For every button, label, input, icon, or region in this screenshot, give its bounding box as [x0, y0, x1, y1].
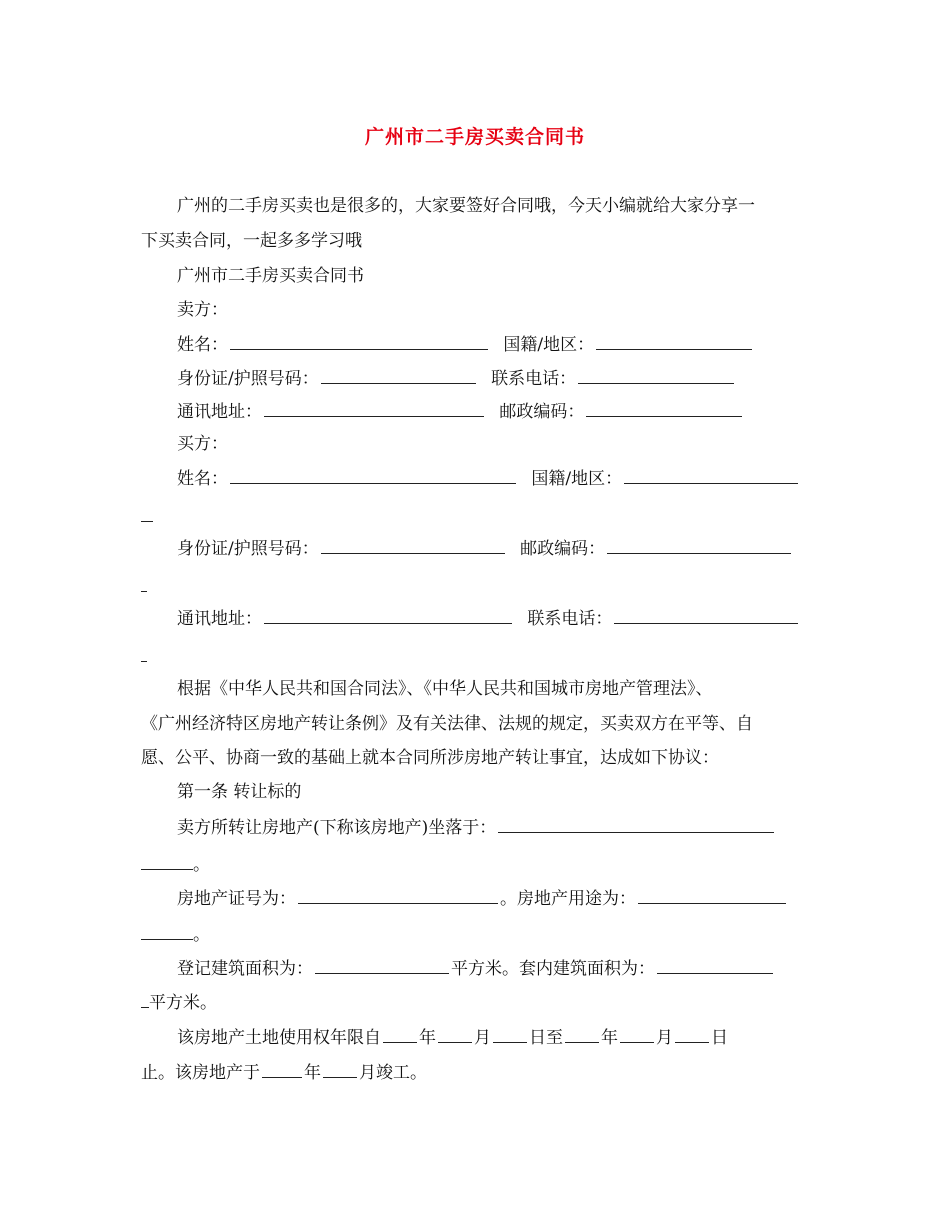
buyer-phone-label: 联系电话：	[527, 609, 613, 629]
buyer-id-field[interactable]	[321, 536, 505, 554]
completion-month-field[interactable]	[323, 1060, 357, 1078]
seller-id-row	[177, 366, 849, 391]
seller-postcode-field[interactable]	[586, 399, 742, 417]
end-month-field[interactable]	[620, 1025, 654, 1043]
use-field-cont[interactable]	[141, 922, 193, 940]
land-term-row: 该房地产土地使用权年限自 年 月 日至 年 月 日	[177, 1025, 813, 1050]
buyer-id-label: 身份证/护照号码：	[177, 539, 319, 559]
location-row-cont: 。	[141, 852, 813, 877]
seller-phone-label: 联系电话：	[491, 369, 577, 389]
seller-heading: 卖方：	[177, 300, 228, 320]
reg-area-label: 登记建筑面积为：	[177, 959, 313, 979]
buyer-address-field[interactable]	[264, 606, 512, 624]
location-label: 卖方所转让房地产(下称该房地产)坐落于：	[177, 818, 497, 838]
buyer-id-row	[177, 536, 849, 561]
area-row	[177, 956, 849, 981]
contract-heading: 广州市二手房买卖合同书	[177, 266, 364, 286]
buyer-postcode-overflow	[141, 574, 813, 599]
buyer-nationality-overflow	[141, 504, 813, 529]
start-day-field[interactable]	[493, 1025, 527, 1043]
start-month-field[interactable]	[438, 1025, 472, 1043]
seller-address-field[interactable]	[264, 399, 484, 417]
buyer-name-label: 姓名：	[177, 469, 228, 489]
seller-phone-field[interactable]	[578, 366, 734, 384]
buyer-address-label: 通讯地址：	[177, 609, 262, 629]
buyer-nationality-label: 国籍/地区：	[531, 469, 623, 489]
buyer-name-field[interactable]	[230, 466, 516, 484]
cert-number-field[interactable]	[298, 886, 498, 904]
end-day-field[interactable]	[675, 1025, 709, 1043]
buyer-heading: 买方：	[177, 434, 228, 454]
seller-name-field[interactable]	[230, 332, 488, 350]
buyer-phone-overflow	[141, 644, 813, 669]
seller-id-field[interactable]	[321, 366, 476, 384]
legal-basis-line-2: 《广州经济特区房地产转让条例》及有关法律、法规的规定，买卖双方在平等、自	[141, 714, 753, 734]
legal-basis-line-3: 愿、公平、协商一致的基础上就本合同所涉房地产转让事宜，达成如下协议：	[141, 748, 719, 768]
location-field-cont[interactable]	[141, 852, 193, 870]
document-title: 广州市二手房买卖合同书	[364, 126, 585, 148]
seller-id-label: 身份证/护照号码：	[177, 369, 319, 389]
seller-address-label: 通讯地址：	[177, 402, 262, 422]
buyer-nationality-field[interactable]	[624, 466, 798, 484]
seller-name-label: 姓名：	[177, 335, 228, 355]
seller-address-row	[177, 399, 849, 424]
use-row-cont: 。	[141, 922, 813, 947]
intro-line-2: 下买卖合同，一起多多学习哦	[141, 231, 362, 251]
cert-label: 房地产证号为：	[177, 889, 296, 909]
reg-area-field[interactable]	[315, 956, 449, 974]
buyer-address-row	[177, 606, 849, 631]
seller-postcode-label: 邮政编码：	[499, 402, 585, 422]
seller-nationality-field[interactable]	[596, 332, 752, 350]
buyer-postcode-field[interactable]	[607, 536, 791, 554]
use-field[interactable]	[638, 886, 786, 904]
legal-basis-line-1: 根据《中华人民共和国合同法》、《中华人民共和国城市房地产管理法》、	[177, 679, 713, 699]
cert-row	[177, 886, 849, 911]
buyer-postcode-label: 邮政编码：	[520, 539, 606, 559]
location-field[interactable]	[498, 815, 774, 833]
buyer-name-row	[177, 466, 849, 491]
inner-area-field[interactable]	[657, 956, 773, 974]
completion-row: 止。该房地产于 年 月竣工。	[141, 1060, 813, 1085]
inner-area-label: 平方米。套内建筑面积为：	[451, 959, 655, 979]
seller-nationality-label: 国籍/地区：	[503, 335, 595, 355]
location-row	[177, 815, 849, 840]
area-row-cont: 平方米。	[141, 990, 813, 1015]
use-label: 。房地产用途为：	[500, 889, 636, 909]
start-year-field[interactable]	[383, 1025, 417, 1043]
article-1-heading: 第一条 转让标的	[177, 782, 302, 802]
completion-year-field[interactable]	[262, 1060, 302, 1078]
seller-name-row	[177, 332, 849, 357]
buyer-phone-field[interactable]	[614, 606, 798, 624]
end-year-field[interactable]	[565, 1025, 599, 1043]
intro-line-1: 广州的二手房买卖也是很多的，大家要签好合同哦，今天小编就给大家分享一	[177, 196, 755, 216]
